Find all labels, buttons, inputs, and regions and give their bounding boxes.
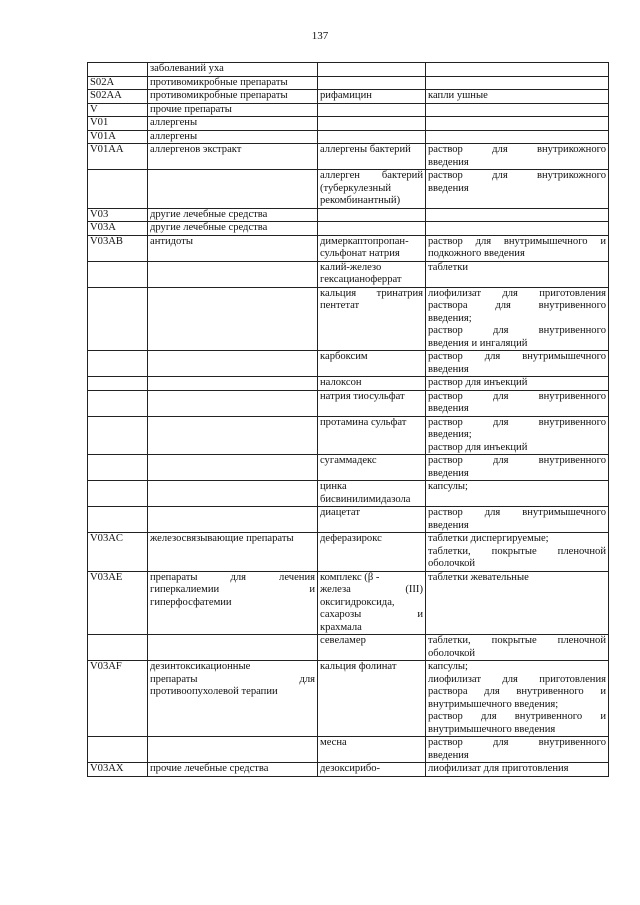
group-name-cell — [148, 103, 318, 117]
dosage-form-cell — [426, 661, 609, 737]
table-row — [88, 635, 609, 661]
cell-text-line: лиофилизат для приготовления — [428, 763, 569, 774]
table-row — [88, 90, 609, 104]
dosage-form-cell — [426, 287, 609, 351]
cell-text-line: дезинтоксикационные — [150, 661, 251, 672]
table-row — [88, 117, 609, 131]
group-name-cell — [148, 661, 318, 737]
group-name-cell — [148, 235, 318, 261]
cell-text-line: комплекс (β - — [320, 571, 380, 583]
cell-text-line: диацетат — [320, 507, 360, 518]
cell-text-line: заболеваний уха — [150, 63, 224, 74]
cell-text-line: сульфонат натрия — [320, 248, 400, 259]
atc-code-cell — [88, 416, 148, 455]
cell-text-line: кальция тринатрия — [320, 287, 423, 299]
cell-text-line: прочие лечебные средства — [150, 763, 269, 774]
cell-text-line: оболочкой — [428, 647, 476, 659]
table-row — [88, 571, 609, 635]
atc-code-cell — [88, 390, 148, 416]
cell-text-line: лиофилизат для приготовления — [428, 673, 606, 685]
drug-name-cell — [318, 222, 426, 236]
cell-text-line: противоопухолевой терапии — [150, 686, 278, 697]
drug-name-cell — [318, 117, 426, 131]
cell-text-line: введения — [428, 363, 469, 375]
cell-text-line: V01 — [90, 117, 109, 128]
atc-code-cell — [88, 103, 148, 117]
drug-name-cell — [318, 287, 426, 351]
cell-text-line: деферазирокс — [320, 533, 382, 544]
drug-name-cell — [318, 103, 426, 117]
group-name-cell — [148, 635, 318, 661]
cell-text-line: гиперкалиемии и — [150, 584, 315, 595]
table-row — [88, 351, 609, 377]
cell-text-line: аллергенов экстракт — [150, 144, 242, 155]
group-name-cell — [148, 144, 318, 170]
drug-name-cell — [318, 416, 426, 455]
drug-name-cell — [318, 507, 426, 533]
cell-text-line: введения — [428, 467, 469, 479]
group-name-cell — [148, 507, 318, 533]
cell-text-line: цинка — [320, 481, 347, 492]
cell-text-line: лиофилизат для приготовления — [428, 287, 606, 299]
atc-code-cell — [88, 287, 148, 351]
dosage-form-cell — [426, 76, 609, 90]
cell-text-line: раствор для внутривенного — [428, 390, 606, 402]
cell-text-line: раствор для внутривенного — [428, 416, 606, 428]
dosage-form-cell — [426, 533, 609, 572]
drug-name-cell — [318, 390, 426, 416]
cell-text-line: S02AA — [90, 90, 122, 101]
atc-code-cell — [88, 507, 148, 533]
cell-text-line: противомикробные препараты — [150, 76, 288, 88]
dosage-form-cell — [426, 377, 609, 391]
dosage-form-cell — [426, 235, 609, 261]
cell-text-line: введения — [428, 182, 469, 194]
cell-text-line: препараты для лечения — [150, 571, 315, 583]
drug-name-cell — [318, 351, 426, 377]
table-row — [88, 377, 609, 391]
table-row — [88, 208, 609, 222]
drug-name-cell — [318, 130, 426, 144]
cell-text-line: раствор для внутривенного — [428, 455, 606, 466]
cell-text-line: таблетки диспергируемые; — [428, 533, 549, 544]
cell-text-line: введения; — [428, 312, 472, 324]
table-row — [88, 130, 609, 144]
dosage-form-cell — [426, 455, 609, 481]
cell-text-line: другие лечебные средства — [150, 222, 268, 233]
cell-text-line: бисвинилимидазола — [320, 493, 411, 505]
dosage-form-cell — [426, 117, 609, 131]
atc-code-cell — [88, 117, 148, 131]
dosage-form-cell — [426, 103, 609, 117]
atc-code-cell — [88, 763, 148, 777]
cell-text-line: введения и ингаляций — [428, 337, 528, 349]
dosage-form-cell — [426, 507, 609, 533]
drug-name-cell — [318, 63, 426, 77]
cell-text-line: противомикробные препараты — [150, 90, 288, 101]
dosage-form-cell — [426, 481, 609, 507]
table-row — [88, 533, 609, 572]
table-row — [88, 261, 609, 287]
dosage-form-cell — [426, 130, 609, 144]
atc-code-cell — [88, 235, 148, 261]
cell-text-line: V01AA — [90, 144, 124, 155]
table-row — [88, 763, 609, 777]
cell-text-line: гиперфосфатемии — [150, 596, 232, 608]
cell-text-line: натрия тиосульфат — [320, 390, 405, 402]
atc-code-cell — [88, 222, 148, 236]
cell-text-line: раствор для внутривенного — [428, 737, 606, 748]
cell-text-line: введения — [428, 519, 469, 531]
cell-text-line: введения; — [428, 429, 472, 440]
group-name-cell — [148, 481, 318, 507]
group-name-cell — [148, 287, 318, 351]
cell-text-line: таблетки — [428, 261, 469, 273]
cell-text-line: внутримышечного введения; — [428, 698, 559, 710]
cell-text-line: карбоксим — [320, 351, 368, 362]
table-body — [88, 63, 609, 777]
cell-text-line: гексацианоферрат — [320, 274, 402, 285]
cell-text-line: внутримышечного введения — [428, 723, 556, 735]
atc-code-cell — [88, 144, 148, 170]
cell-text-line: оболочкой — [428, 558, 476, 569]
cell-text-line: V — [90, 103, 98, 115]
group-name-cell — [148, 90, 318, 104]
cell-text-line: оксигидроксида, — [320, 596, 395, 608]
group-name-cell — [148, 63, 318, 77]
drug-name-cell — [318, 235, 426, 261]
atc-code-cell — [88, 261, 148, 287]
cell-text-line: железа (III) — [320, 584, 423, 595]
atc-code-cell — [88, 130, 148, 144]
table-row — [88, 170, 609, 209]
group-name-cell — [148, 261, 318, 287]
group-name-cell — [148, 76, 318, 90]
cell-text-line: димеркаптопропан- — [320, 235, 409, 247]
cell-text-line: раствор для внутримышечного — [428, 351, 606, 362]
table-row — [88, 737, 609, 763]
drug-name-cell — [318, 76, 426, 90]
cell-text-line: рифамицин — [320, 90, 372, 101]
cell-text-line: таблетки, покрытые пленочной — [428, 545, 606, 557]
cell-text-line: капсулы; — [428, 661, 468, 672]
cell-text-line: капли ушные — [428, 90, 488, 101]
atc-code-cell — [88, 170, 148, 209]
cell-text-line: аллергены — [150, 117, 198, 128]
cell-text-line: налоксон — [320, 377, 362, 388]
cell-text-line: раствора для внутривенного и — [428, 686, 606, 697]
cell-text-line: раствор для внутривенного — [428, 325, 606, 336]
cell-text-line: калий-железо — [320, 261, 382, 273]
table-row — [88, 235, 609, 261]
cell-text-line: раствор для внутрикожного — [428, 144, 606, 155]
table-row — [88, 416, 609, 455]
cell-text-line: V03 — [90, 208, 109, 220]
group-name-cell — [148, 351, 318, 377]
group-name-cell — [148, 455, 318, 481]
cell-text-line: раствор для инъекций — [428, 377, 528, 388]
table-row — [88, 481, 609, 507]
table-row — [88, 287, 609, 351]
drug-name-cell — [318, 661, 426, 737]
group-name-cell — [148, 377, 318, 391]
atc-code-cell — [88, 737, 148, 763]
cell-text-line: V01A — [90, 130, 116, 142]
atc-code-cell — [88, 76, 148, 90]
group-name-cell — [148, 390, 318, 416]
atc-code-cell — [88, 455, 148, 481]
group-name-cell — [148, 170, 318, 209]
atc-code-cell — [88, 63, 148, 77]
dosage-form-cell — [426, 222, 609, 236]
drug-name-cell — [318, 170, 426, 209]
cell-text-line: железосвязывающие препараты — [150, 533, 294, 544]
cell-text-line: кальция фолинат — [320, 661, 397, 672]
drug-name-cell — [318, 208, 426, 222]
dosage-form-cell — [426, 416, 609, 455]
dosage-form-cell — [426, 390, 609, 416]
group-name-cell — [148, 222, 318, 236]
cell-text-line: введения — [428, 403, 469, 414]
cell-text-line: V03A — [90, 222, 116, 233]
cell-text-line: прочие препараты — [150, 103, 232, 115]
cell-text-line: крахмала — [320, 621, 362, 633]
cell-text-line: другие лечебные средства — [150, 208, 268, 220]
atc-code-cell — [88, 481, 148, 507]
cell-text-line: пентетат — [320, 300, 360, 311]
table-row — [88, 455, 609, 481]
group-name-cell — [148, 763, 318, 777]
cell-text-line: рекомбинантный) — [320, 195, 401, 206]
atc-code-cell — [88, 90, 148, 104]
table-row — [88, 390, 609, 416]
drug-name-cell — [318, 763, 426, 777]
cell-text-line: раствор для внутрикожного — [428, 170, 606, 181]
atc-code-cell — [88, 208, 148, 222]
dosage-form-cell — [426, 763, 609, 777]
atc-code-cell — [88, 351, 148, 377]
cell-text-line: таблетки жевательные — [428, 571, 529, 583]
cell-text-line: аллергены бактерий — [320, 144, 411, 155]
atc-code-cell — [88, 533, 148, 572]
group-name-cell — [148, 737, 318, 763]
cell-text-line: раствора для внутривенного — [428, 300, 606, 311]
cell-text-line: дезоксирибо- — [320, 763, 381, 774]
dosage-form-cell — [426, 571, 609, 635]
cell-text-line: препараты для — [150, 673, 315, 685]
cell-text-line: раствор для внутривенного и — [428, 711, 606, 722]
cell-text-line: таблетки, покрытые пленочной — [428, 635, 606, 646]
cell-text-line: (туберкулезный — [320, 182, 392, 194]
cell-text-line: S02A — [90, 76, 115, 88]
cell-text-line: сугаммадекс — [320, 455, 377, 466]
table-row — [88, 76, 609, 90]
cell-text-line: сахарозы и — [320, 609, 423, 620]
table-row — [88, 222, 609, 236]
drug-name-cell — [318, 90, 426, 104]
page-number: 137 — [311, 30, 329, 42]
dosage-form-cell — [426, 261, 609, 287]
cell-text-line: протамина сульфат — [320, 416, 407, 428]
drug-name-cell — [318, 571, 426, 635]
drug-name-cell — [318, 533, 426, 572]
dosage-form-cell — [426, 63, 609, 77]
table-row — [88, 507, 609, 533]
group-name-cell — [148, 416, 318, 455]
cell-text-line: аллерген бактерий — [320, 170, 423, 181]
drug-name-cell — [318, 455, 426, 481]
dosage-form-cell — [426, 144, 609, 170]
cell-text-line: севеламер — [320, 635, 366, 646]
drug-name-cell — [318, 635, 426, 661]
atc-code-cell — [88, 635, 148, 661]
cell-text-line: антидоты — [150, 235, 193, 247]
drug-name-cell — [318, 144, 426, 170]
cell-text-line: введения — [428, 156, 469, 168]
group-name-cell — [148, 130, 318, 144]
dosage-form-cell — [426, 90, 609, 104]
cell-text-line: подкожного введения — [428, 248, 525, 259]
drug-name-cell — [318, 377, 426, 391]
drug-name-cell — [318, 737, 426, 763]
cell-text-line: V03AX — [90, 763, 124, 774]
group-name-cell — [148, 533, 318, 572]
group-name-cell — [148, 571, 318, 635]
dosage-form-cell — [426, 737, 609, 763]
cell-text-line: V03AE — [90, 571, 123, 583]
cell-text-line: введения — [428, 749, 469, 761]
cell-text-line: месна — [320, 737, 347, 748]
atc-code-cell — [88, 377, 148, 391]
drug-table — [87, 62, 609, 777]
cell-text-line: V03AC — [90, 533, 123, 544]
dosage-form-cell — [426, 208, 609, 222]
group-name-cell — [148, 117, 318, 131]
cell-text-line: капсулы; — [428, 481, 468, 492]
drug-name-cell — [318, 481, 426, 507]
dosage-form-cell — [426, 351, 609, 377]
dosage-form-cell — [426, 170, 609, 209]
drug-name-cell — [318, 261, 426, 287]
cell-text-line: аллергены — [150, 130, 198, 142]
atc-code-cell — [88, 661, 148, 737]
table-row — [88, 661, 609, 737]
table-row — [88, 144, 609, 170]
cell-text-line: V03AF — [90, 661, 122, 672]
table-row — [88, 63, 609, 77]
group-name-cell — [148, 208, 318, 222]
atc-code-cell — [88, 571, 148, 635]
cell-text-line: V03AB — [90, 235, 123, 247]
table-row — [88, 103, 609, 117]
cell-text-line: раствор для внутримышечного и — [428, 235, 606, 247]
cell-text-line: раствор для внутримышечного — [428, 507, 606, 518]
dosage-form-cell — [426, 635, 609, 661]
cell-text-line: раствор для инъекций — [428, 441, 528, 453]
